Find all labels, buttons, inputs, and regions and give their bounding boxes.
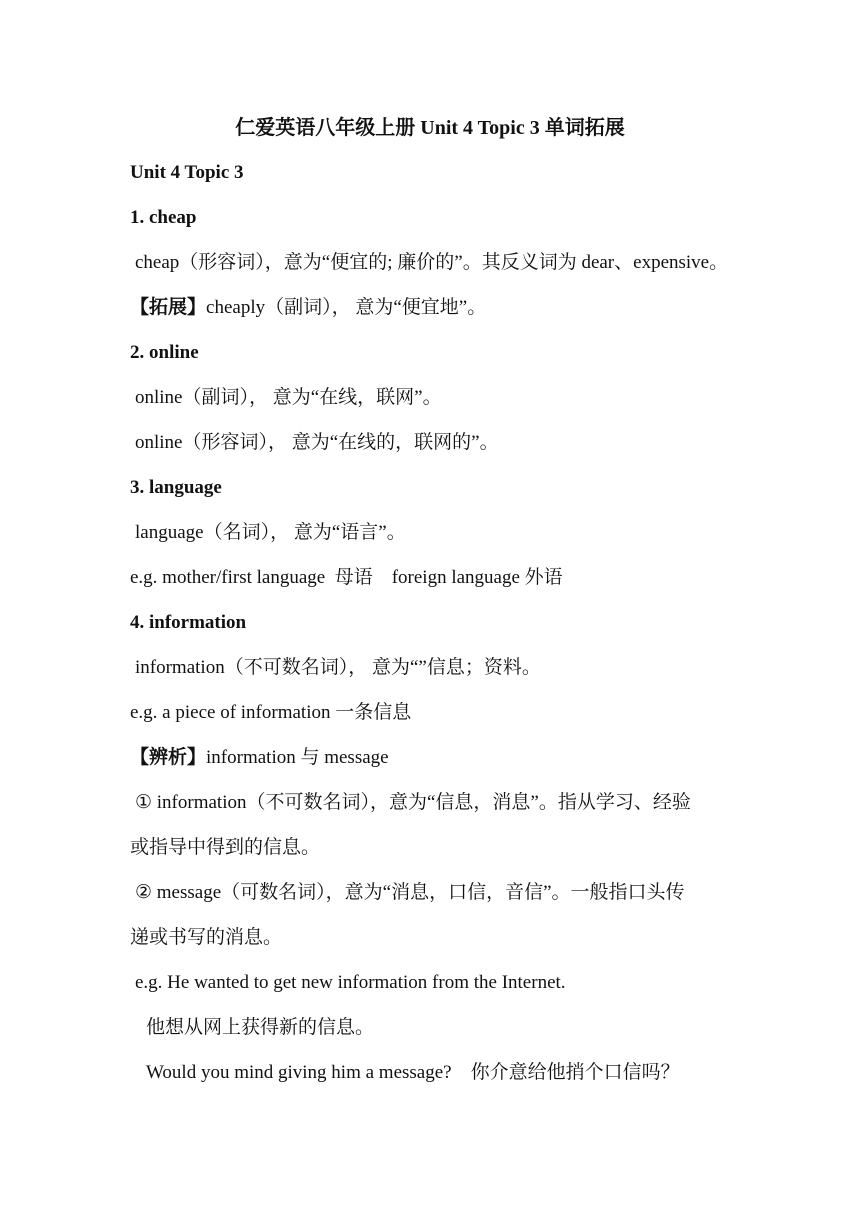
online-adjective-definition: online（形容词）， 意为“在线的，联网的”。 <box>135 432 499 453</box>
online-adverb-definition: online（副词）， 意为“在线，联网”。 <box>135 387 442 408</box>
example-translation-1: 他想从网上获得新的信息。 <box>146 1017 375 1038</box>
document-title: 仁爱英语八年级上册 Unit 4 Topic 3 单词拓展 <box>235 117 625 139</box>
language-example: e.g. mother/first language 母语 foreign language 外语 <box>130 567 563 588</box>
analysis-tag: 【辨析】 <box>130 747 207 768</box>
section-heading-online: 2. online <box>130 342 199 363</box>
cheap-extension <box>130 296 486 320</box>
information-example: e.g. a piece of information 一条信息 <box>130 702 412 723</box>
information-usage-line-1: ① information（不可数名词），意为“信息，消息”。指从学习、经验 <box>135 792 691 813</box>
section-heading-information: 4. information <box>130 612 247 633</box>
information-usage-line-2: 或指导中得到的信息。 <box>130 837 321 858</box>
cheaply-definition: cheaply（副词）， 意为“便宜地”。 <box>206 297 487 318</box>
information-definition: information（不可数名词）， 意为“”信息；资料。 <box>135 657 541 678</box>
message-usage-line-2: 递或书写的消息。 <box>130 927 283 948</box>
example-sentence-2: Would you mind giving him a message? 你介意给他捎个口信吗？ <box>146 1062 680 1083</box>
analysis-topic: information 与 message <box>206 747 389 768</box>
message-usage-line-1: ② message（可数名词），意为“消息，口信，音信”。一般指口头传 <box>135 882 685 903</box>
section-heading-cheap: 1. cheap <box>130 207 197 228</box>
section-heading-language: 3. language <box>130 477 222 498</box>
unit-subtitle: Unit 4 Topic 3 <box>130 162 244 183</box>
extension-tag: 【拓展】 <box>130 297 207 318</box>
example-sentence-1: e.g. He wanted to get new information from the Internet. <box>135 972 566 993</box>
cheap-definition: cheap（形容词），意为“便宜的; 廉价的”。其反义词为 dear、expensive。 <box>135 252 729 273</box>
language-definition: language（名词）， 意为“语言”。 <box>135 522 406 543</box>
information-analysis <box>130 746 389 770</box>
